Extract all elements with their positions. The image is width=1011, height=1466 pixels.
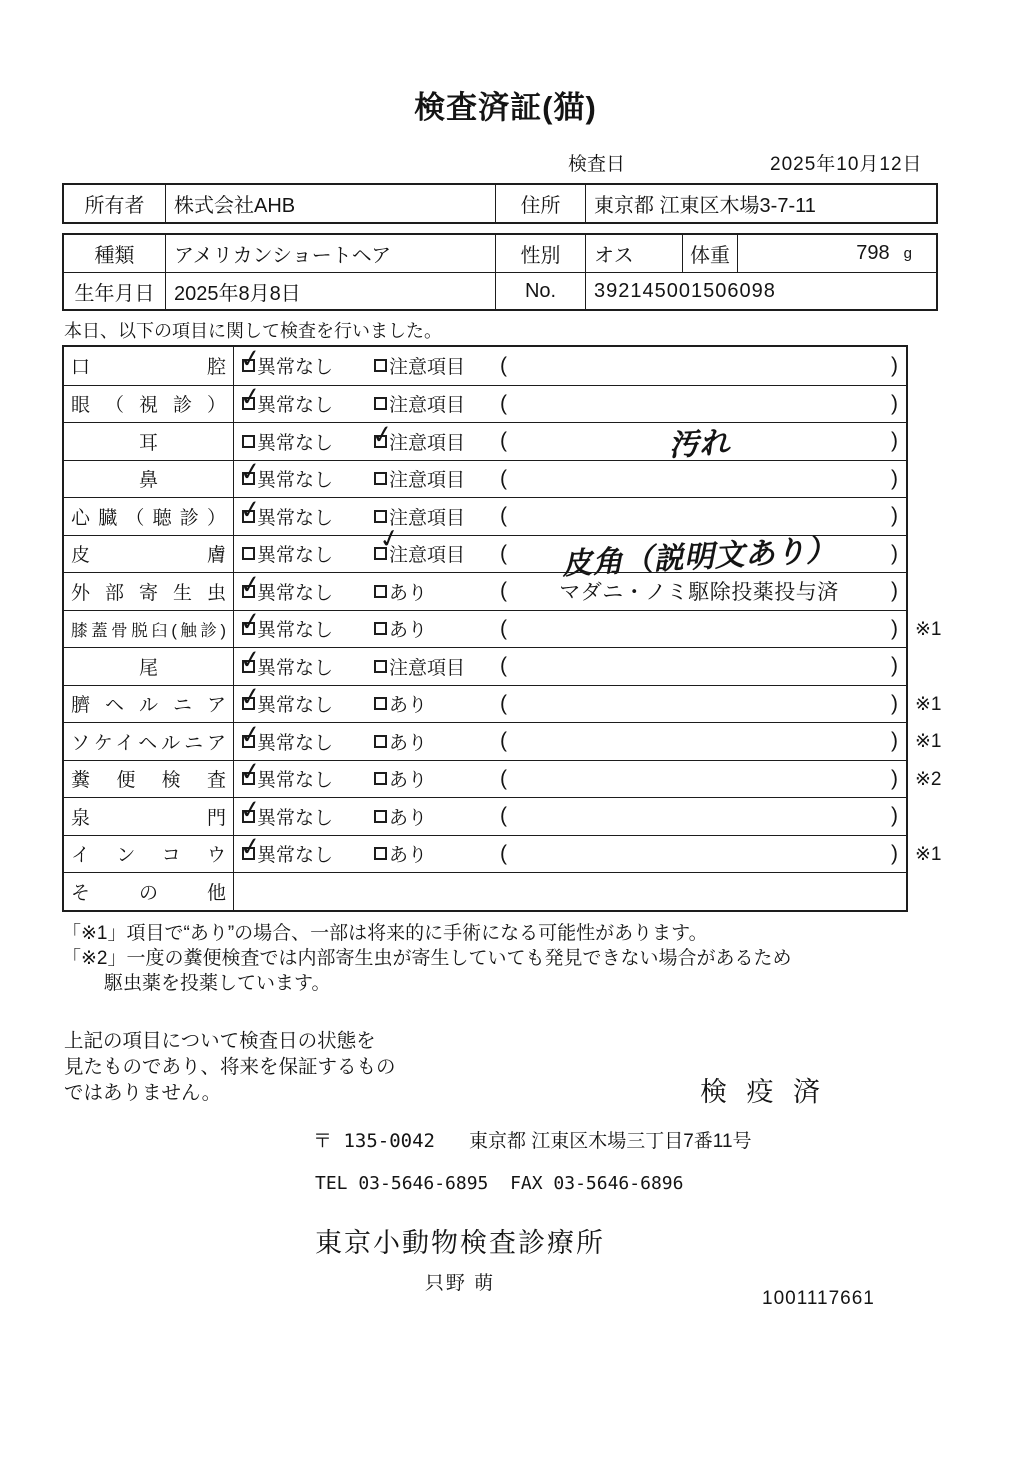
option-label: 異常なし <box>257 807 334 829</box>
paren-close: ) <box>891 579 898 603</box>
exam-row-oral <box>64 342 906 385</box>
checkmark: ✓ <box>238 643 263 676</box>
checkmark: ✓ <box>238 718 263 751</box>
paren-close: ) <box>891 429 898 453</box>
clinic-block <box>235 1221 685 1295</box>
exam-item-label: ソケイヘルニア <box>71 732 226 754</box>
exam-row-inguinal-hernia <box>64 718 942 760</box>
breed-label: 種類 <box>94 245 135 267</box>
dob-label: 生年月日 <box>74 282 155 305</box>
checkmark: ✓ <box>375 522 404 556</box>
page-title: 検査済証(猫) <box>414 90 597 125</box>
handwritten-note: 汚れ <box>667 425 731 464</box>
exam-row-ears <box>64 418 906 464</box>
checkbox-normal <box>242 435 255 448</box>
footnote-1: 「※1」項目で“あり”の場合、一部は将来的に手術になる可能性があります。 <box>62 923 708 944</box>
checkbox-normal <box>238 493 263 526</box>
exam-row-nose <box>64 455 906 498</box>
exam-item-label: その他 <box>71 882 226 904</box>
exam-item-label: 鼻 <box>138 470 158 492</box>
option-label: 異常なし <box>257 695 334 717</box>
paren-close: ) <box>891 616 898 640</box>
paren-open: ( <box>500 654 507 678</box>
address-value: 東京都 江東区木場3-7-11 <box>585 185 936 222</box>
option-label: 注意項目 <box>389 470 466 492</box>
option-label: あり <box>389 807 428 829</box>
checkbox-normal <box>238 342 263 375</box>
checkbox-present <box>374 847 387 860</box>
sex-label: 性別 <box>495 235 585 272</box>
dob-value: 2025年8月8日 <box>165 273 495 309</box>
exam-row-tail <box>64 643 906 685</box>
clinic-address-line <box>313 1126 752 1153</box>
clinic-name: 東京小動物検査診療所 <box>315 1228 605 1258</box>
paren-open: ( <box>500 429 507 453</box>
handwritten-note: 皮角（説明文あり） <box>561 532 838 582</box>
exam-row-umbilical-hernia <box>64 680 942 723</box>
exam-item-label: 外部寄生虫 <box>71 582 226 604</box>
option-label: 注意項目 <box>389 357 466 379</box>
paren-open: ( <box>500 729 507 753</box>
checkmark: ✓ <box>238 755 263 788</box>
paren-close: ) <box>891 654 898 678</box>
checkbox-present <box>374 697 387 710</box>
paren-open: ( <box>500 579 507 603</box>
exam-row-cryptorchidism <box>64 830 942 873</box>
paren-open: ( <box>500 504 507 528</box>
ref-mark: ※1 <box>915 693 942 715</box>
exam-item-label: 心臓（聴診） <box>71 507 226 529</box>
clinic-person: 只野 萌 <box>424 1273 496 1294</box>
checkbox-attention <box>374 472 387 485</box>
checkmark: ✓ <box>238 830 263 863</box>
dob-row <box>64 272 936 309</box>
checkmark: ✓ <box>238 380 263 413</box>
checkmark: ✓ <box>238 568 263 601</box>
paren-open: ( <box>500 841 507 865</box>
exam-item-label: 眼（視診） <box>71 395 226 417</box>
ref-mark: ※1 <box>915 843 942 865</box>
exam-item-label: 臍ヘルニア <box>71 695 226 717</box>
paren-close: ) <box>891 504 898 528</box>
exam-row-ectoparasites <box>64 568 906 610</box>
owner-row <box>64 185 936 222</box>
checkbox-normal <box>238 793 263 826</box>
paren-open: ( <box>500 353 507 377</box>
checkbox-attention <box>374 359 387 372</box>
checkbox-present <box>374 622 387 635</box>
option-label: 注意項目 <box>389 395 466 417</box>
exam-item-label: 尾 <box>138 657 158 679</box>
exam-row-patella <box>64 605 942 648</box>
checkmark: ✓ <box>238 680 263 713</box>
paren-close: ) <box>891 541 898 565</box>
exam-row-other <box>64 872 906 910</box>
clinic-address: 東京都 江東区木場三丁目7番11号 <box>468 1131 752 1152</box>
checkmark: ✓ <box>238 455 263 488</box>
owner-label: 所有者 <box>84 195 145 217</box>
option-label: 異常なし <box>257 770 334 792</box>
weight-unit: g <box>903 245 912 262</box>
option-label: あり <box>389 620 428 642</box>
option-label: 異常なし <box>257 732 334 754</box>
option-label: あり <box>389 770 428 792</box>
checkbox-attention <box>374 397 387 410</box>
exam-item-label: 糞便検査 <box>71 770 226 792</box>
option-label: 異常なし <box>257 470 334 492</box>
checkbox-normal <box>238 605 263 638</box>
checkbox-normal <box>242 547 255 560</box>
exam-item-label: 膝蓋骨脱臼(触診) <box>71 621 226 640</box>
option-label: 異常なし <box>257 507 334 529</box>
option-label: 注意項目 <box>389 545 466 567</box>
breed-value: アメリカンショートヘア <box>165 235 495 272</box>
checkbox-normal <box>238 568 263 601</box>
paren-close: ) <box>891 841 898 865</box>
exam-row-fecal <box>64 755 942 798</box>
checkmark: ✓ <box>238 793 263 826</box>
ref-mark: ※2 <box>915 768 942 790</box>
sex-value: オス <box>585 235 682 272</box>
checkbox-normal <box>238 680 263 713</box>
ref-mark: ※1 <box>915 618 942 640</box>
option-label: 異常なし <box>257 845 334 867</box>
checkbox-attention <box>374 522 404 560</box>
checkbox-present <box>374 735 387 748</box>
paren-open: ( <box>500 466 507 490</box>
checkbox-normal <box>238 643 263 676</box>
paren-open: ( <box>500 541 507 565</box>
exam-item-label: 口腔 <box>71 357 226 379</box>
weight-cell <box>737 235 936 272</box>
option-label: あり <box>389 732 428 754</box>
checkbox-attention <box>374 660 387 673</box>
option-label: 異常なし <box>257 582 334 604</box>
option-label: 異常なし <box>257 620 334 642</box>
option-label: 注意項目 <box>389 507 466 529</box>
checkmark: ✓ <box>370 418 395 451</box>
paren-close: ) <box>891 804 898 828</box>
checkbox-present <box>374 585 387 598</box>
exam-item-label: 耳 <box>138 432 158 454</box>
intro-text: 本日、以下の項目に関して検査を行いました。 <box>64 321 442 341</box>
option-label: あり <box>389 845 428 867</box>
checkbox-attention <box>370 418 395 451</box>
footnote-2: 「※2」一度の糞便検査では内部寄生虫が寄生していても発見できない場合があるため <box>62 948 792 969</box>
exam-row-skin <box>64 522 906 582</box>
checkbox-present <box>374 810 387 823</box>
option-label: 異常なし <box>257 432 334 454</box>
no-label: No. <box>495 273 585 309</box>
paren-close: ) <box>891 766 898 790</box>
checkbox-normal <box>238 718 263 751</box>
paren-close: ) <box>891 391 898 415</box>
paren-close: ) <box>891 691 898 715</box>
option-label: 注意項目 <box>389 432 466 454</box>
exam-table <box>62 342 942 912</box>
option-label: 異常なし <box>257 395 334 417</box>
paren-open: ( <box>500 616 507 640</box>
option-label: あり <box>389 582 428 604</box>
checkbox-normal <box>238 380 263 413</box>
disclaimer: 上記の項目について検査日の状態を 見たものであり、将来を保証するもの ではありません。 <box>64 1030 396 1104</box>
checkbox-present <box>374 772 387 785</box>
option-label: あり <box>389 695 428 717</box>
exam-item-label: 泉門 <box>71 807 226 829</box>
option-label: 注意項目 <box>389 657 466 679</box>
option-label: 異常なし <box>257 357 334 379</box>
paren-close: ) <box>891 466 898 490</box>
footnotes <box>62 921 792 996</box>
owner-table <box>62 183 938 224</box>
paren-open: ( <box>500 766 507 790</box>
exam-item-label: インコウ <box>71 845 226 867</box>
checkmark: ✓ <box>238 493 263 526</box>
checkmark: ✓ <box>238 342 263 375</box>
note: マダニ・ノミ駆除投薬投与済 <box>559 581 839 605</box>
paren-close: ) <box>891 353 898 377</box>
tel-fax-line: TEL 03-5646-6895 FAX 03-5646-6896 <box>315 1173 684 1194</box>
paren-open: ( <box>500 691 507 715</box>
inspection-date-label: 検査日 <box>568 154 626 175</box>
option-label: 異常なし <box>257 657 334 679</box>
ref-mark: ※1 <box>915 731 942 752</box>
paren-open: ( <box>500 804 507 828</box>
checkbox-normal <box>238 755 263 788</box>
weight-label: 体重 <box>682 235 737 272</box>
checkmark: ✓ <box>238 605 263 638</box>
pet-info-table <box>62 233 938 311</box>
exam-item-label: 皮膚 <box>71 545 226 567</box>
checkbox-attention <box>374 510 387 523</box>
postal-code: 〒 135-0042 <box>313 1130 435 1152</box>
owner-value: 株式会社AHB <box>165 185 495 222</box>
footnote-2-continued: 駆虫薬を投薬しています。 <box>104 973 331 994</box>
weight-value: 798 <box>856 242 890 264</box>
exam-row-fontanelle <box>64 793 906 835</box>
checkbox-normal <box>238 830 263 863</box>
checkbox-normal <box>238 455 263 488</box>
serial-number: 1001117661 <box>762 1288 875 1309</box>
paren-open: ( <box>500 391 507 415</box>
breed-row <box>64 235 936 272</box>
paren-close: ) <box>891 729 898 753</box>
inspection-date-value: 2025年10月12日 <box>770 154 923 175</box>
no-value: 392145001506098 <box>585 273 936 309</box>
quarantine-stamp: 検 疫 済 <box>700 1077 827 1107</box>
address-label: 住所 <box>495 185 585 222</box>
option-label: 異常なし <box>257 545 334 567</box>
